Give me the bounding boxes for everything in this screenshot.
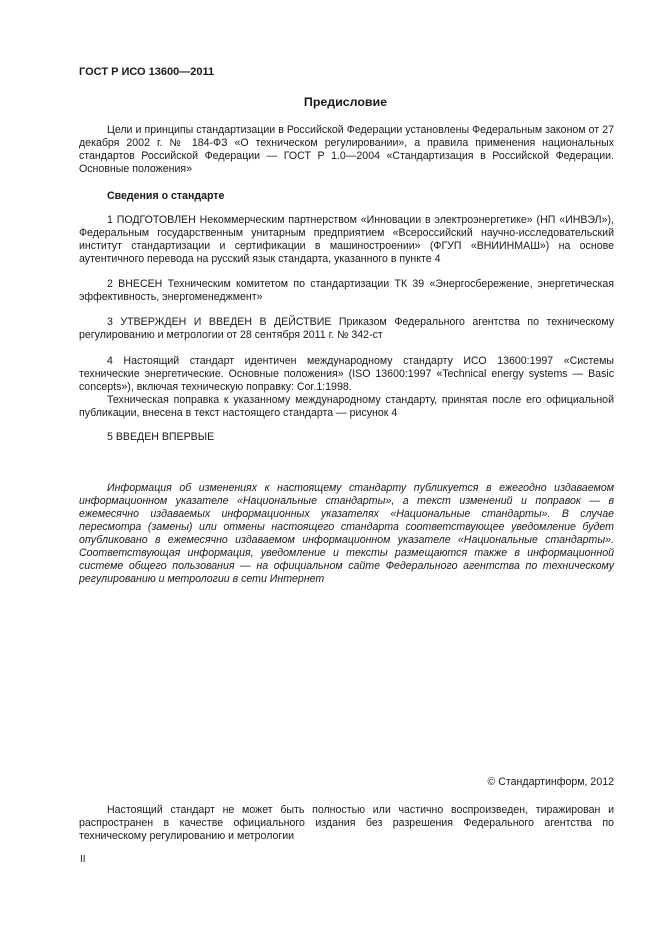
item-identical: 4 Настоящий стандарт идентичен международному стандарту ИСО 13600:1997 «Системы технические энергетические. Основные положения» (ISO 13600:1997 «Technical energy systems — Basic concepts»), включая техническую поправку: Cor.1:1998. <box>79 355 614 393</box>
item-correction-note: Техническая поправка к указанному международному стандарту, принятая после его официальной публикации, внесена в текст настоящего стандарта — рисунок 4 <box>79 394 614 419</box>
item-introduced: 2 ВНЕСЕН Техническим комитетом по стандартизации ТК 39 «Энергосбережение, энергетическая эффективность, энергоменеджмент» <box>79 278 614 303</box>
item-prepared: 1 ПОДГОТОВЛЕН Некоммерческим партнерством «Инновации в электроэнергетике» (НП «ИНВЭЛ»), Федеральным государственным унитарным предприятием «Всероссийский научно-исследовательский институт стандартизации и сертификации в машиностроении» (ФГУП «ВНИИНМАШ») на основе аутентичного перевода на русский язык стандарта, указанного в пункте 4 <box>79 214 614 265</box>
document-code-header: ГОСТ Р ИСО 13600—2011 <box>79 66 215 78</box>
item-first-introduced: 5 ВВЕДЕН ВПЕРВЫЕ <box>107 431 215 443</box>
reproduction-notice: Настоящий стандарт не может быть полностью или частично воспроизведен, тиражирован и распространен в качестве официального издания без разрешения Федерального агентства по техническому регулированию и метрологии <box>79 804 614 842</box>
changes-notice: Информация об изменениях к настоящему стандарту публикуется в ежегодно издаваемом информационном указателе «Национальные стандарты», а текст изменений и поправок — в ежемесячно издаваемых информационных указателях «Национальные стандарты». В случае пересмотра (замены) или отмены настоящего стандарта соответствующее уведомление будет опубликовано в ежемесячно издаваемом информационном указателе «Национальные стандарты». Соответствующая информация, уведомление и тексты размещаются также в информационной системе общего пользования — на официальном сайте Федерального агентства по техническому регулированию и метрологии в сети Интернет <box>79 482 614 585</box>
page-title: Предисловие <box>303 95 388 109</box>
info-heading: Сведения о стандарте <box>107 190 225 202</box>
item-approved: 3 УТВЕРЖДЕН И ВВЕДЕН В ДЕЙСТВИЕ Приказом Федерального агентства по техническому регулированию и метрологии от 28 сентября 2011 г. № 342-ст <box>79 316 614 341</box>
page-number: II <box>80 854 86 865</box>
intro-paragraph: Цели и принципы стандартизации в Российской Федерации установлены Федеральным законом от 27 декабря 2002 г. № 184-ФЗ «О техническом регулировании», а правила применения национальных стандартов Российской Федерации — ГОСТ Р 1.0—2004 «Стандартизация в Российской Федерации. Основные положения» <box>79 124 614 175</box>
copyright-line: © Стандартинформ, 2012 <box>487 776 614 788</box>
